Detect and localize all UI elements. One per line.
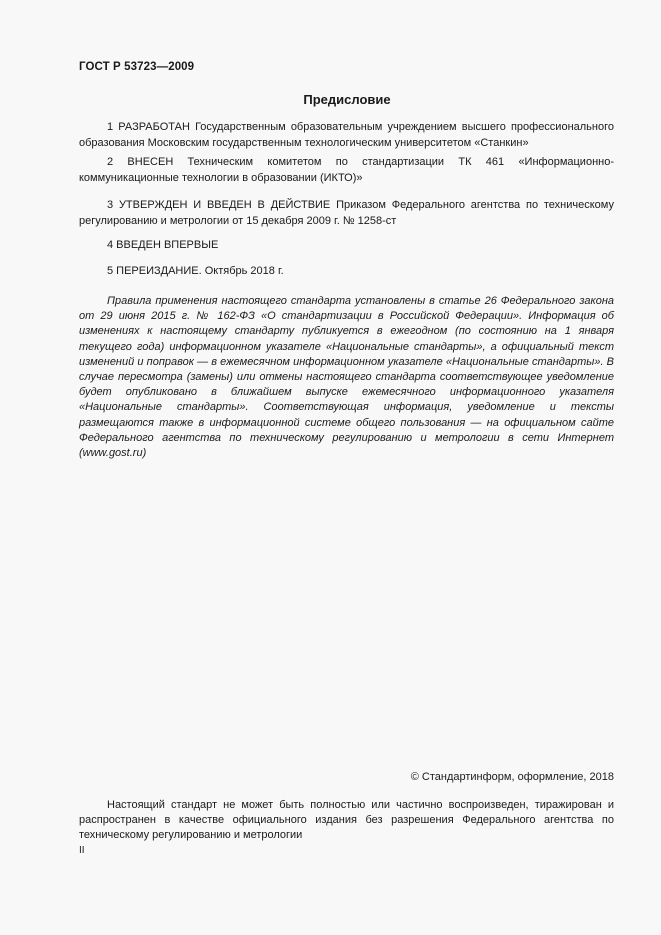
- paragraph-developed: 1 РАЗРАБОТАН Государственным образовательным учреждением высшего профессионального образования Московским государственным технологическим университетом «Станкин»: [79, 121, 614, 149]
- paragraph-5-block: [79, 264, 614, 280]
- paragraph-first-introduced: 4 ВВЕДЕН ВПЕРВЫЕ: [107, 239, 219, 251]
- paragraph-4-block: [79, 238, 614, 254]
- reproduction-notice: Настоящий стандарт не может быть полностью или частично воспроизведен, тиражирован и распространен в качестве официального издания без разрешения Федерального агентства по техническому регулированию и метрологии: [79, 799, 614, 841]
- paragraph-approved: 3 УТВЕРЖДЕН И ВВЕДЕН В ДЕЙСТВИЕ Приказом Федерального агентства по техническому регулированию и метрологии от 15 декабря 2009 г. № 1258-ст: [79, 199, 614, 227]
- copyright-line: © Стандартинформ, оформление, 2018: [410, 771, 614, 783]
- rules-note: Правила применения настоящего стандарта установлены в статье 26 Федерального закона от 29 июня 2015 г. № 162-ФЗ «О стандартизации в Российской Федерации». Информация об изменениях к настоящему стандарту публикуется в ежегодном (по состоянию на 1 января текущего года) информационном указателе «Национальные стандарты», а официальный текст изменений и поправок — в ежемесячном информационном указателе «Национальные стандарты». В случае пересмотра (замены) или отмены настоящего стандарта соответствующее уведомление будет опубликовано в ближайшем выпуске ежемесячного информационного указателя «Национальные стандарты». Соответствующая информация, уведомление и тексты размещаются также в информационной системе общего пользования — на официальном сайте Федерального агентства по техническому регулированию и метрологии в сети Интернет (www.gost.ru): [79, 295, 614, 460]
- paragraph-2-block: [79, 155, 614, 186]
- paragraph-submitted: 2 ВНЕСЕН Техническим комитетом по стандартизации ТК 461 «Информационно-коммуникационные технологии в образовании (ИКТО)»: [79, 156, 614, 184]
- paragraph-1-block: [79, 120, 614, 151]
- section-title: Предисловие: [303, 92, 391, 107]
- document-id: ГОСТ Р 53723—2009: [79, 61, 195, 73]
- page-number: II: [79, 845, 85, 856]
- paragraph-3-block: [79, 198, 614, 229]
- rules-note-block: [79, 294, 614, 461]
- paragraph-reissue: 5 ПЕРЕИЗДАНИЕ. Октябрь 2018 г.: [107, 265, 284, 277]
